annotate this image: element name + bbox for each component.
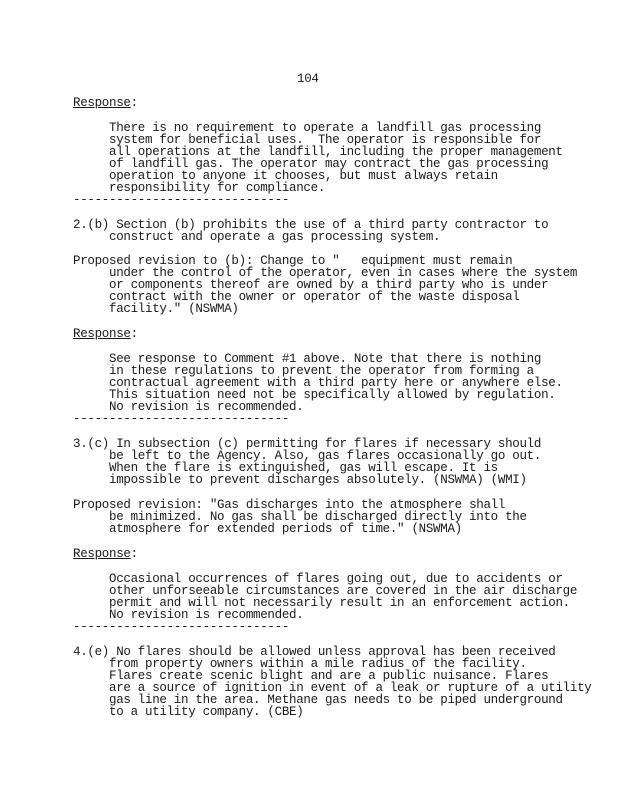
proposed-revision-line: or components thereof are owned by a third party who is under bbox=[109, 278, 549, 292]
comment-text-line: impossible to prevent discharges absolutely. (NSWMA) (WMI) bbox=[109, 473, 527, 487]
response-heading: Response: bbox=[73, 547, 138, 561]
proposed-revision-line: Proposed revision: "Gas discharges into the atmosphere shall bbox=[73, 498, 506, 512]
response-heading: Response: bbox=[73, 96, 138, 110]
response-text-line: There is no requirement to operate a landfill gas processing bbox=[109, 121, 542, 135]
response-text-line: See response to Comment #1 above. Note that there is nothing bbox=[109, 352, 542, 366]
response-text-line: system for beneficial uses. The operator is responsible for bbox=[109, 133, 542, 147]
response-text-line: of landfill gas. The operator may contract the gas processing bbox=[109, 157, 549, 171]
comment-text-line: to a utility company. (CBE) bbox=[109, 705, 304, 719]
response-text-line: in these regulations to prevent the operator from forming a bbox=[109, 364, 534, 378]
response-text-line: Occasional occurrences of flares going out, due to accidents or bbox=[109, 572, 563, 586]
comment-text-line: be left to the Agency. Also, gas flares occasionally go out. bbox=[109, 449, 542, 463]
comment-text-line: gas line in the area. Methane gas needs to be piped underground bbox=[109, 693, 563, 707]
separator-line: ------------------------------ bbox=[73, 620, 290, 634]
comment-text-line: are a source of ignition in event of a leak or rupture of a utility bbox=[109, 681, 592, 695]
response-text-line: permit and will not necessarily result in an enforcement action. bbox=[109, 596, 570, 610]
response-text-line: No revision is recommended. bbox=[109, 608, 304, 622]
response-text-line: operation to anyone it chooses, but must always retain bbox=[109, 169, 498, 183]
response-text-line: responsibility for compliance. bbox=[109, 181, 326, 195]
separator-line: ------------------------------ bbox=[73, 412, 290, 426]
response-text-line: No revision is recommended. bbox=[109, 400, 304, 414]
response-text-line: contractual agreement with a third party here or anywhere else. bbox=[109, 376, 563, 390]
comment-text-line: When the flare is extinguished, gas will escape. It is bbox=[109, 461, 498, 475]
comment-text-line: 3.(c) In subsection (c) permitting for flares if necessary should bbox=[73, 437, 542, 451]
response-text-line: This situation need not be specifically allowed by regulation. bbox=[109, 388, 556, 402]
proposed-revision-line: under the control of the operator, even in cases where the system bbox=[109, 266, 578, 280]
proposed-revision-line: be minimized. No gas shall be discharged directly into the bbox=[109, 510, 527, 524]
proposed-revision-line: contract with the owner or operator of the waste disposal bbox=[109, 290, 520, 304]
response-heading: Response: bbox=[73, 327, 138, 341]
comment-text-line: Flares create scenic blight and are a public nuisance. Flares bbox=[109, 669, 549, 683]
response-text-line: all operations at the landfill, including the proper management bbox=[109, 145, 563, 159]
proposed-revision-line: Proposed revision to (b): Change to " equipment must remain bbox=[73, 254, 513, 268]
comment-text-line: 4.(e) No flares should be allowed unless approval has been received bbox=[73, 645, 556, 659]
comment-text-line: construct and operate a gas processing system. bbox=[109, 230, 441, 244]
comment-text-line: from property owners within a mile radius of the facility. bbox=[109, 657, 527, 671]
separator-line: ------------------------------ bbox=[73, 193, 290, 207]
page-number: 104 bbox=[297, 72, 319, 86]
comment-text-line: 2.(b) Section (b) prohibits the use of a third party contractor to bbox=[73, 218, 549, 232]
proposed-revision-line: facility." (NSWMA) bbox=[109, 302, 239, 316]
response-text-line: other unforseeable circumstances are covered in the air discharge bbox=[109, 584, 578, 598]
proposed-revision-line: atmosphere for extended periods of time." (NSWMA) bbox=[109, 522, 462, 536]
